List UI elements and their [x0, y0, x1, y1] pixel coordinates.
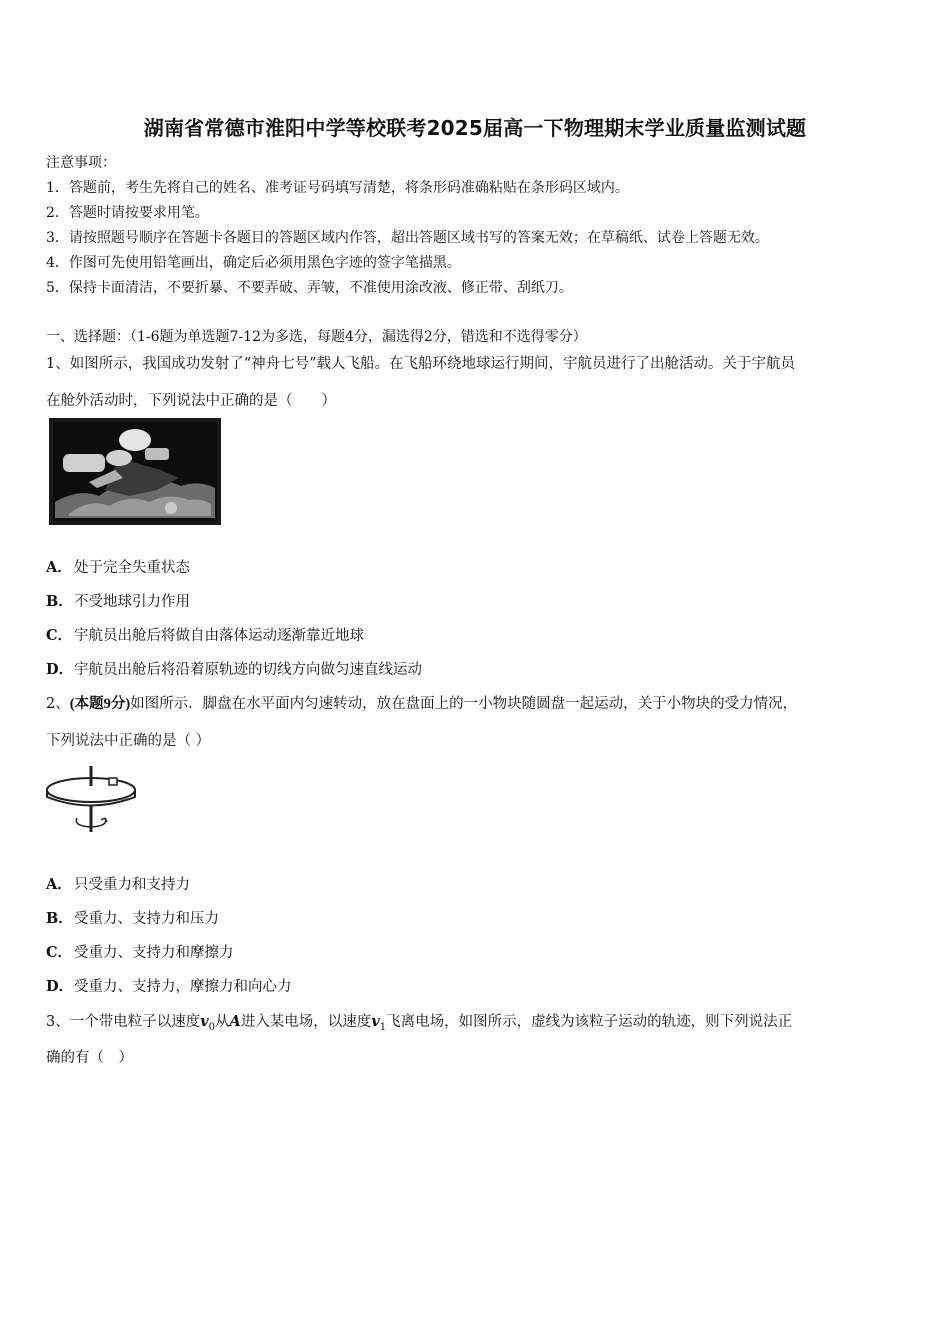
- q3-v0: v: [200, 1013, 209, 1030]
- q2-option-c-text: 受重力、支持力和摩擦力: [74, 945, 234, 961]
- q3-text-part3: 进入某电场，以速度: [240, 1014, 372, 1030]
- q2-option-d: [46, 975, 292, 996]
- q1-option-b-text: 不受地球引力作用: [74, 594, 190, 610]
- notice-item-3: 3．请按照题号顺序在答题卡各题目的答题区域内作答，超出答题区域书写的答案无效；在草稿纸、试卷上答题无效。: [46, 230, 769, 246]
- q3-text-part2: 从: [215, 1014, 230, 1030]
- q2-option-d-letter: D．: [46, 978, 74, 995]
- q1-option-b-letter: B．: [46, 593, 73, 610]
- q2-option-b: [46, 907, 219, 928]
- q3-stem-line2: 确的有（ ）: [46, 1050, 133, 1066]
- q1-option-d-letter: D．: [46, 661, 74, 678]
- astronaut-photo-icon: [49, 418, 221, 525]
- q3-point-a: A: [229, 1013, 241, 1030]
- q2-option-a-letter: A．: [46, 876, 72, 893]
- rotating-disk-diagram-icon: [45, 762, 141, 836]
- q1-option-c: [46, 624, 364, 645]
- q2-option-b-text: 受重力、支持力和压力: [74, 911, 219, 927]
- q1-option-c-letter: C．: [46, 627, 73, 644]
- q2-option-a: [46, 873, 190, 894]
- q2-option-b-letter: B．: [46, 910, 73, 927]
- notice-item-2: 2．答题时请按要求用笔。: [46, 205, 209, 221]
- q1-stem-line1: 1、如图所示，我国成功发射了“神舟七号”载人飞船。在飞船环绕地球运行期间，宇航员进行了出舱活动。关于宇航员: [46, 356, 796, 372]
- q2-option-d-text: 受重力、支持力，摩擦力和向心力: [74, 979, 292, 995]
- notice-item-4: 4．作图可先使用铅笔画出，确定后必须用黑色字迹的签字笔描黑。: [46, 255, 461, 271]
- q1-option-a: [46, 556, 190, 577]
- q1-option-b: [46, 590, 190, 611]
- q2-number: 2、: [46, 696, 70, 712]
- q1-option-d: [46, 658, 422, 679]
- q2-option-a-text: 只受重力和支持力: [74, 877, 190, 893]
- page-title: 湖南省常德市淮阳中学等校联考2025届高一下物理期末学业质量监测试题: [143, 116, 807, 140]
- q2-stem-line2: 下列说法中正确的是（ ）: [46, 733, 211, 749]
- q3-stem-line1: [46, 1010, 792, 1033]
- q1-option-a-letter: A．: [46, 559, 72, 576]
- notice-item-5: 5．保持卡面清洁，不要折暴、不要弄破、弄皱，不准使用涂改液、修正带、刮纸刀。: [46, 280, 573, 296]
- q2-stem-line1: [46, 692, 797, 713]
- q1-option-d-text: 宇航员出舱后将沿着原轨迹的切线方向做匀速直线运动: [74, 662, 422, 678]
- q2-stem-text: 如图所示．脚盘在水平面内匀速转动，放在盘面上的一小物块随圆盘一起运动，关于小物块的受力情况，: [130, 696, 798, 712]
- q3-v0-subscript: 0: [208, 1021, 216, 1033]
- notice-item-1: 1．答题前，考生先将自己的姓名、准考证号码填写清楚，将条形码准确粘贴在条形码区域内。: [46, 180, 629, 196]
- q3-v1: v: [371, 1013, 380, 1030]
- q3-v1-subscript: 1: [379, 1021, 387, 1033]
- q2-score-tag: (本题9分): [69, 696, 131, 712]
- section-heading: 一、选择题：（1-6题为单选题7-12为多选，每题4分，漏选得2分，错选和不选得零分）: [46, 329, 587, 345]
- q3-text-part1: 3、一个带电粒子以速度: [46, 1014, 201, 1030]
- q2-option-c: [46, 941, 234, 962]
- q1-stem-line2: 在舱外活动时，下列说法中正确的是（ ）: [46, 393, 336, 409]
- q1-option-a-text: 处于完全失重状态: [74, 560, 190, 576]
- q2-option-c-letter: C．: [46, 944, 73, 961]
- notice-heading: 注意事项：: [46, 155, 116, 171]
- q3-text-part4: 飞离电场，如图所示，虚线为该粒子运动的轨迹，则下列说法正: [386, 1014, 793, 1030]
- q1-option-c-text: 宇航员出舱后将做自由落体运动逐渐靠近地球: [74, 628, 364, 644]
